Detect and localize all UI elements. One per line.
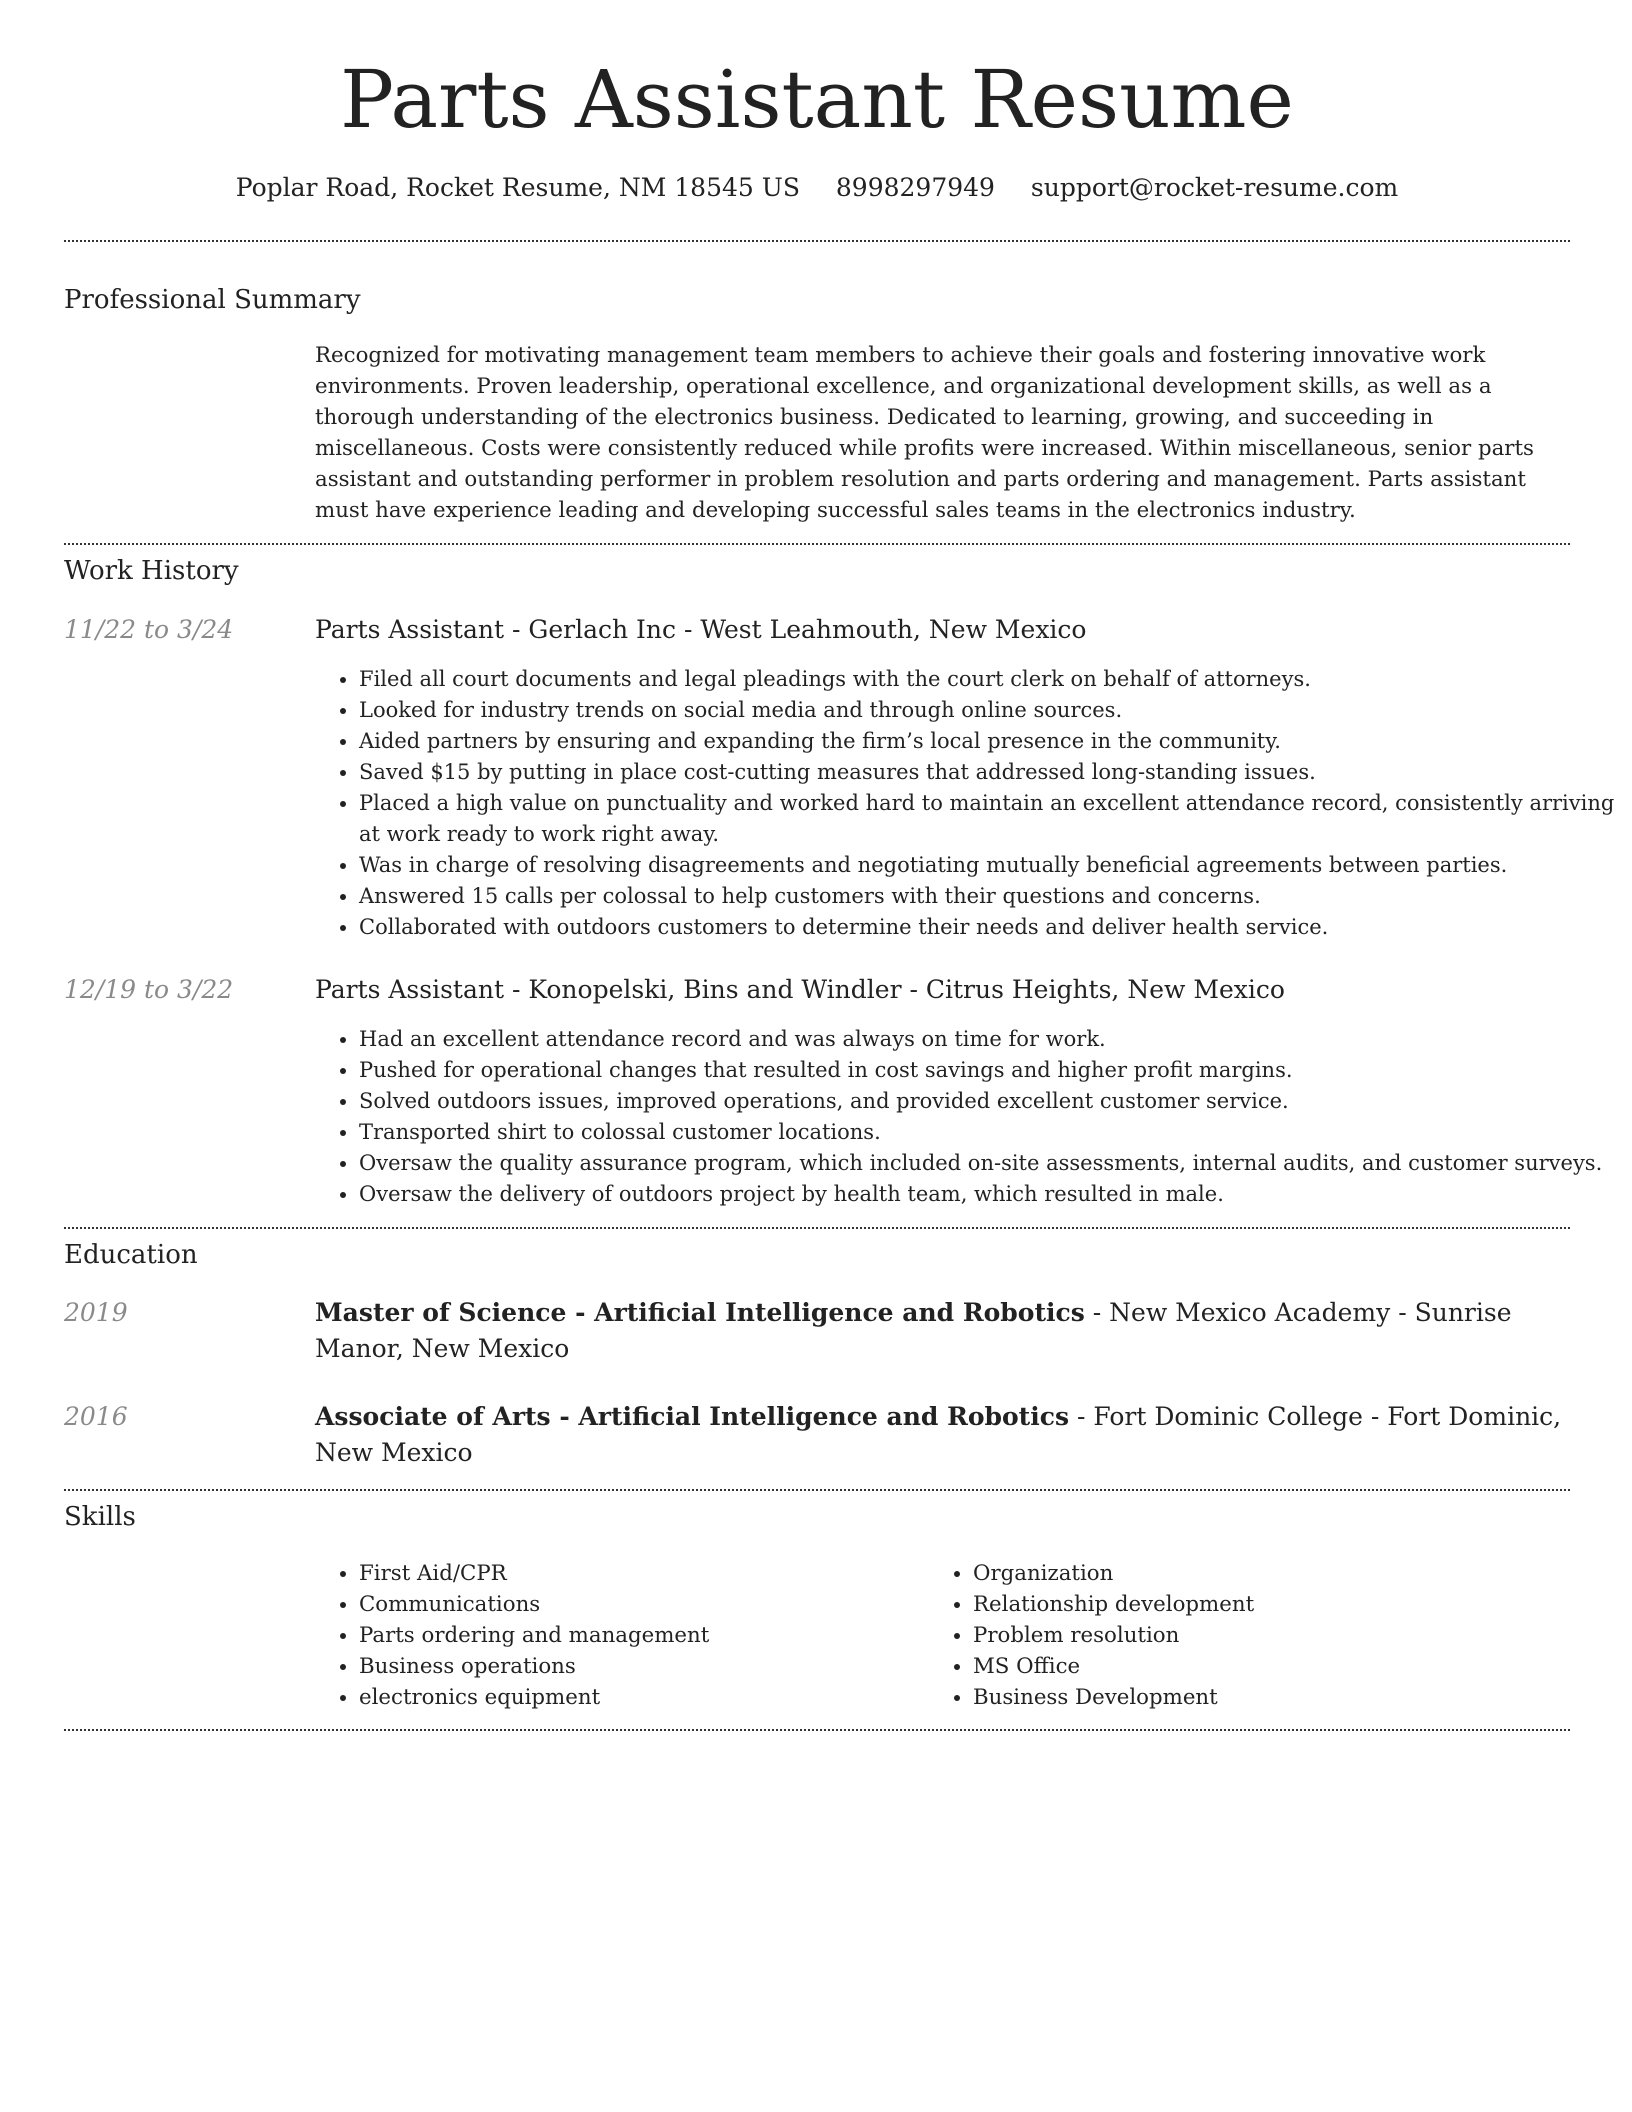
list-item: • Saved $15 by putting in place cost-cutting measures that addressed long-standing issues.	[359, 757, 1624, 788]
section-divider	[64, 1489, 1570, 1491]
list-item: • electronics equipment	[359, 1682, 919, 1713]
education-degree: Associate of Arts - Artificial Intelligence and Robotics	[315, 1402, 1070, 1431]
list-item: • Business operations	[359, 1651, 919, 1682]
list-item: • Placed a high value on punctuality and worked hard to maintain an excellent attendance record, consistently arriving at work ready to work right away.	[359, 788, 1624, 850]
list-item: • Oversaw the delivery of outdoors project by health team, which resulted in male.	[359, 1179, 1624, 1210]
list-item: • Was in charge of resolving disagreements and negotiating mutually beneficial agreements between parties.	[359, 850, 1624, 881]
education-year: 2019	[64, 1298, 128, 1327]
list-item: • Business Development	[973, 1682, 1533, 1713]
job-dates: 12/19 to 3/22	[64, 975, 234, 1004]
section-divider	[64, 543, 1570, 545]
contact-address: Poplar Road, Rocket Resume, NM 18545 US	[235, 173, 800, 202]
education-heading: Education	[64, 1240, 198, 1270]
skills-list-left	[315, 1558, 919, 1713]
list-item: • Communications	[359, 1589, 919, 1620]
section-divider	[64, 1729, 1570, 1731]
list-item: • Had an excellent attendance record and was always on time for work.	[359, 1024, 1624, 1055]
skills-list-right	[929, 1558, 1533, 1713]
job-title: Parts Assistant - Konopelski, Bins and Windler - Citrus Heights, New Mexico	[315, 975, 1285, 1004]
job-bullet-list	[315, 1024, 1624, 1210]
list-item: • Aided partners by ensuring and expanding the firm’s local presence in the community.	[359, 726, 1624, 757]
section-divider	[64, 1227, 1570, 1229]
education-entry	[315, 1295, 1585, 1367]
job-title: Parts Assistant - Gerlach Inc - West Leahmouth, New Mexico	[315, 615, 1087, 644]
summary-heading: Professional Summary	[64, 285, 361, 315]
work-history-heading: Work History	[64, 556, 239, 586]
list-item: • MS Office	[973, 1651, 1533, 1682]
list-item: • Looked for industry trends on social media and through online sources.	[359, 695, 1624, 726]
job-dates: 11/22 to 3/24	[64, 615, 234, 644]
page-title: Parts Assistant Resume	[340, 53, 1294, 146]
summary-text: Recognized for motivating management team members to achieve their goals and fostering innovative work environments. Proven leadership, operational excellence, and organizational development skills, as well as a thorough understanding of the electronics business. Dedicated to learning, growing, and succeeding in miscellaneous. Costs were consistently reduced while profits were increased. Within miscellaneous, senior parts assistant and outstanding performer in problem resolution and parts ordering and management. Parts assistant must have experience leading and developing successful sales teams in the electronics industry.	[315, 343, 1534, 523]
education-degree: Master of Science - Artificial Intelligence and Robotics	[315, 1298, 1085, 1327]
section-divider	[64, 240, 1570, 242]
education-year: 2016	[64, 1402, 128, 1431]
contact-email: support@rocket-resume.com	[1030, 173, 1399, 202]
list-item: • Oversaw the quality assurance program, which included on-site assessments, internal audits, and customer surveys.	[359, 1148, 1624, 1179]
job-bullet-list	[315, 664, 1624, 943]
list-item: • Filed all court documents and legal pleadings with the court clerk on behalf of attorneys.	[359, 664, 1624, 695]
education-school: - Fort Dominic College - Fort Dominic, New Mexico	[315, 1402, 1562, 1467]
list-item: • Pushed for operational changes that resulted in cost savings and higher profit margins.	[359, 1055, 1624, 1086]
contact-info	[64, 170, 1570, 206]
list-item: • Collaborated with outdoors customers to determine their needs and deliver health service.	[359, 912, 1624, 943]
education-entry	[315, 1399, 1585, 1471]
list-item: • Organization	[973, 1558, 1533, 1589]
skills-heading: Skills	[64, 1502, 136, 1532]
list-item: • First Aid/CPR	[359, 1558, 919, 1589]
education-school: - New Mexico Academy - Sunrise Manor, New Mexico	[315, 1298, 1512, 1363]
contact-phone: 8998297949	[835, 173, 995, 202]
list-item: • Problem resolution	[973, 1620, 1533, 1651]
list-item: • Solved outdoors issues, improved operations, and provided excellent customer service.	[359, 1086, 1624, 1117]
list-item: • Answered 15 calls per colossal to help customers with their questions and concerns.	[359, 881, 1624, 912]
list-item: • Parts ordering and management	[359, 1620, 919, 1651]
list-item: • Transported shirt to colossal customer locations.	[359, 1117, 1624, 1148]
list-item: • Relationship development	[973, 1589, 1533, 1620]
